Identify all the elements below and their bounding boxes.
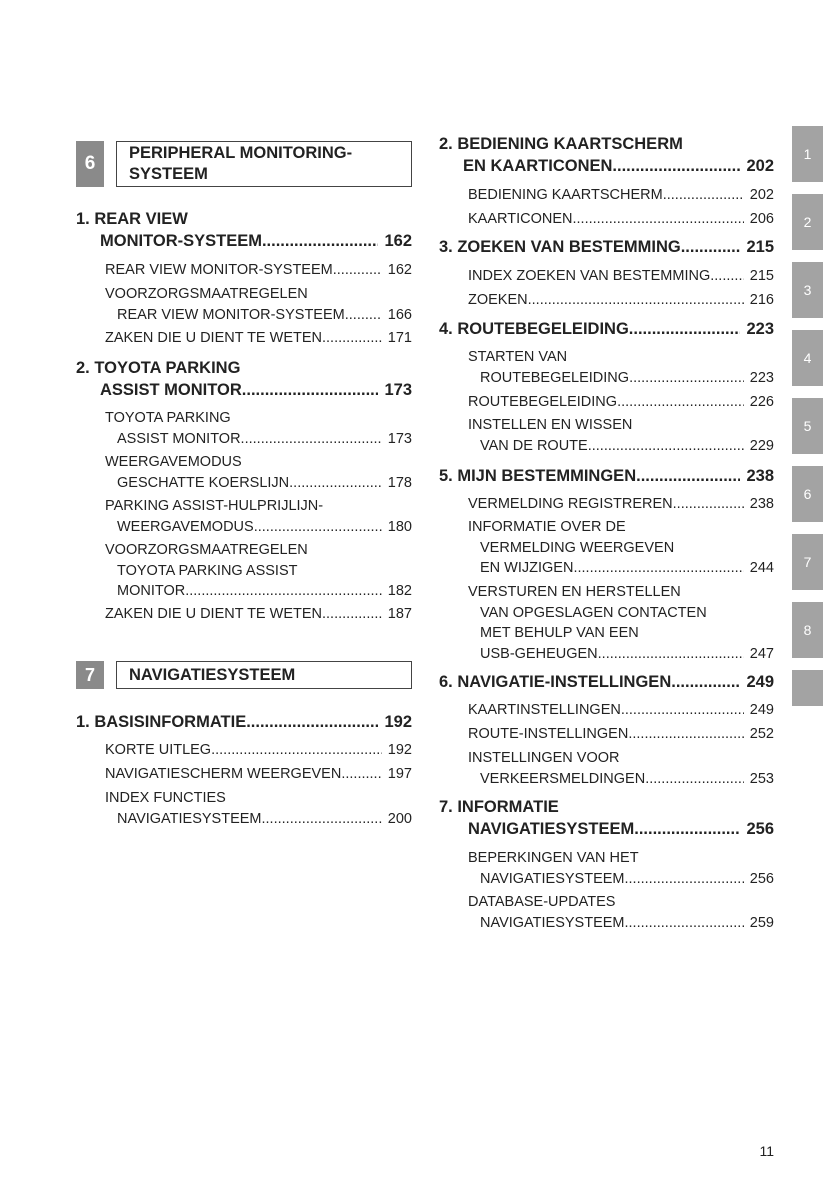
toc-entry[interactable]: ROUTE-INSTELLINGEN ..... 252	[439, 724, 774, 745]
page-ref: 162	[384, 232, 412, 250]
chapter-tab-8[interactable]: 8	[792, 602, 823, 658]
chapter-tab-6[interactable]: 6	[792, 466, 823, 522]
chapter-7-header[interactable]	[76, 661, 412, 689]
toc-entry[interactable]: WEERGAVEMODUS GESCHATTE KOERSLIJN ..... 178	[76, 452, 412, 493]
toc-entry[interactable]: VERSTUREN EN HERSTELLEN VAN OPGESLAGEN CONTACTEN MET BEHULP VAN EEN USB-GEHEUGEN ..... 247	[439, 582, 774, 664]
toc-section-6-1[interactable]: 1. REAR VIEW MONITOR-SYSTEEM ..... 162	[76, 208, 412, 252]
page-ref: 223	[746, 320, 774, 338]
page-ref: 202	[746, 157, 774, 175]
toc-entry[interactable]: BEPERKINGEN VAN HET NAVIGATIESYSTEEM ..... 256	[439, 848, 774, 889]
chapter-number: 7	[76, 661, 104, 689]
chapter-tab-index[interactable]	[792, 670, 823, 706]
toc-entry[interactable]: KORTE UITLEG ..... 192	[76, 740, 412, 761]
chapter-tab-4[interactable]: 4	[792, 330, 823, 386]
page-ref: 249	[746, 673, 774, 691]
toc-entry[interactable]: STARTEN VAN ROUTEBEGELEIDING ..... 223	[439, 347, 774, 388]
toc-entry[interactable]: PARKING ASSIST-HULPRIJLIJN- WEERGAVEMODUS ..... 180	[76, 496, 412, 537]
toc-entry[interactable]: ROUTEBEGELEIDING ..... 226	[439, 392, 774, 413]
toc-entry[interactable]: TOYOTA PARKING ASSIST MONITOR ..... 173	[76, 408, 412, 449]
chapter-number: 6	[76, 141, 104, 187]
chapter-title: NAVIGATIESYSTEEM	[116, 661, 412, 689]
toc-section-7-1[interactable]: 1. BASISINFORMATIE ..... 192	[76, 711, 412, 733]
toc-section-7-5[interactable]: 5. MIJN BESTEMMINGEN ..... 238	[439, 465, 774, 487]
page-ref: 256	[746, 820, 774, 838]
toc-section-7-7[interactable]: 7. INFORMATIE NAVIGATIESYSTEEM ..... 256	[439, 796, 774, 840]
toc-entry[interactable]: INDEX ZOEKEN VAN BESTEMMING ..... 215	[439, 266, 774, 287]
toc-section-7-2[interactable]: 2. BEDIENING KAARTSCHERM EN KAARTICONEN ..... 202	[439, 133, 774, 177]
page-ref: 215	[746, 238, 774, 256]
chapter-tab-7[interactable]: 7	[792, 534, 823, 590]
toc-entry[interactable]: KAARTICONEN ..... 206	[439, 209, 774, 230]
toc-entry[interactable]: ZAKEN DIE U DIENT TE WETEN ..... 171	[76, 328, 412, 349]
page-number: 11	[759, 1143, 774, 1159]
chapter-title: PERIPHERAL MONITORING- SYSTEEM	[116, 141, 412, 187]
chapter-tab-3[interactable]: 3	[792, 262, 823, 318]
chapter-tab-5[interactable]: 5	[792, 398, 823, 454]
toc-section-6-2[interactable]: 2. TOYOTA PARKING ASSIST MONITOR ..... 173	[76, 357, 412, 401]
toc-entry[interactable]: BEDIENING KAARTSCHERM ..... 202	[439, 185, 774, 206]
toc-entry[interactable]: VOORZORGSMAATREGELEN REAR VIEW MONITOR-SYSTEEM ..... 166	[76, 284, 412, 325]
toc-section-7-3[interactable]: 3. ZOEKEN VAN BESTEMMING ..... 215	[439, 236, 774, 258]
chapter-tab-1[interactable]: 1	[792, 126, 823, 182]
page-ref: 238	[746, 467, 774, 485]
toc-entry[interactable]: VOORZORGSMAATREGELEN TOYOTA PARKING ASSIST MONITOR ..... 182	[76, 540, 412, 602]
page-ref: 192	[384, 713, 412, 731]
page-ref: 173	[384, 381, 412, 399]
toc-section-7-6[interactable]: 6. NAVIGATIE-INSTELLINGEN ..... 249	[439, 671, 774, 693]
toc-entry[interactable]: INSTELLINGEN VOOR VERKEERSMELDINGEN ..... 253	[439, 748, 774, 789]
toc-entry[interactable]: KAARTINSTELLINGEN ..... 249	[439, 700, 774, 721]
toc-entry[interactable]: REAR VIEW MONITOR-SYSTEEM ..... 162	[76, 260, 412, 281]
toc-entry[interactable]: NAVIGATIESCHERM WEERGEVEN ..... 197	[76, 764, 412, 785]
toc-entry[interactable]: ZAKEN DIE U DIENT TE WETEN ..... 187	[76, 604, 412, 625]
toc-section-7-4[interactable]: 4. ROUTEBEGELEIDING ..... 223	[439, 318, 774, 340]
chapter-6-header[interactable]	[76, 141, 412, 187]
chapter-tab-2[interactable]: 2	[792, 194, 823, 250]
toc-entry[interactable]: INSTELLEN EN WISSEN VAN DE ROUTE ..... 229	[439, 415, 774, 456]
toc-entry[interactable]: DATABASE-UPDATES NAVIGATIESYSTEEM ..... 259	[439, 892, 774, 933]
toc-entry[interactable]: INFORMATIE OVER DE VERMELDING WEERGEVEN EN WIJZIGEN ..... 244	[439, 517, 774, 579]
toc-entry[interactable]: ZOEKEN ..... 216	[439, 290, 774, 311]
toc-entry[interactable]: INDEX FUNCTIES NAVIGATIESYSTEEM ..... 200	[76, 788, 412, 829]
toc-entry[interactable]: VERMELDING REGISTREREN ..... 238	[439, 494, 774, 515]
